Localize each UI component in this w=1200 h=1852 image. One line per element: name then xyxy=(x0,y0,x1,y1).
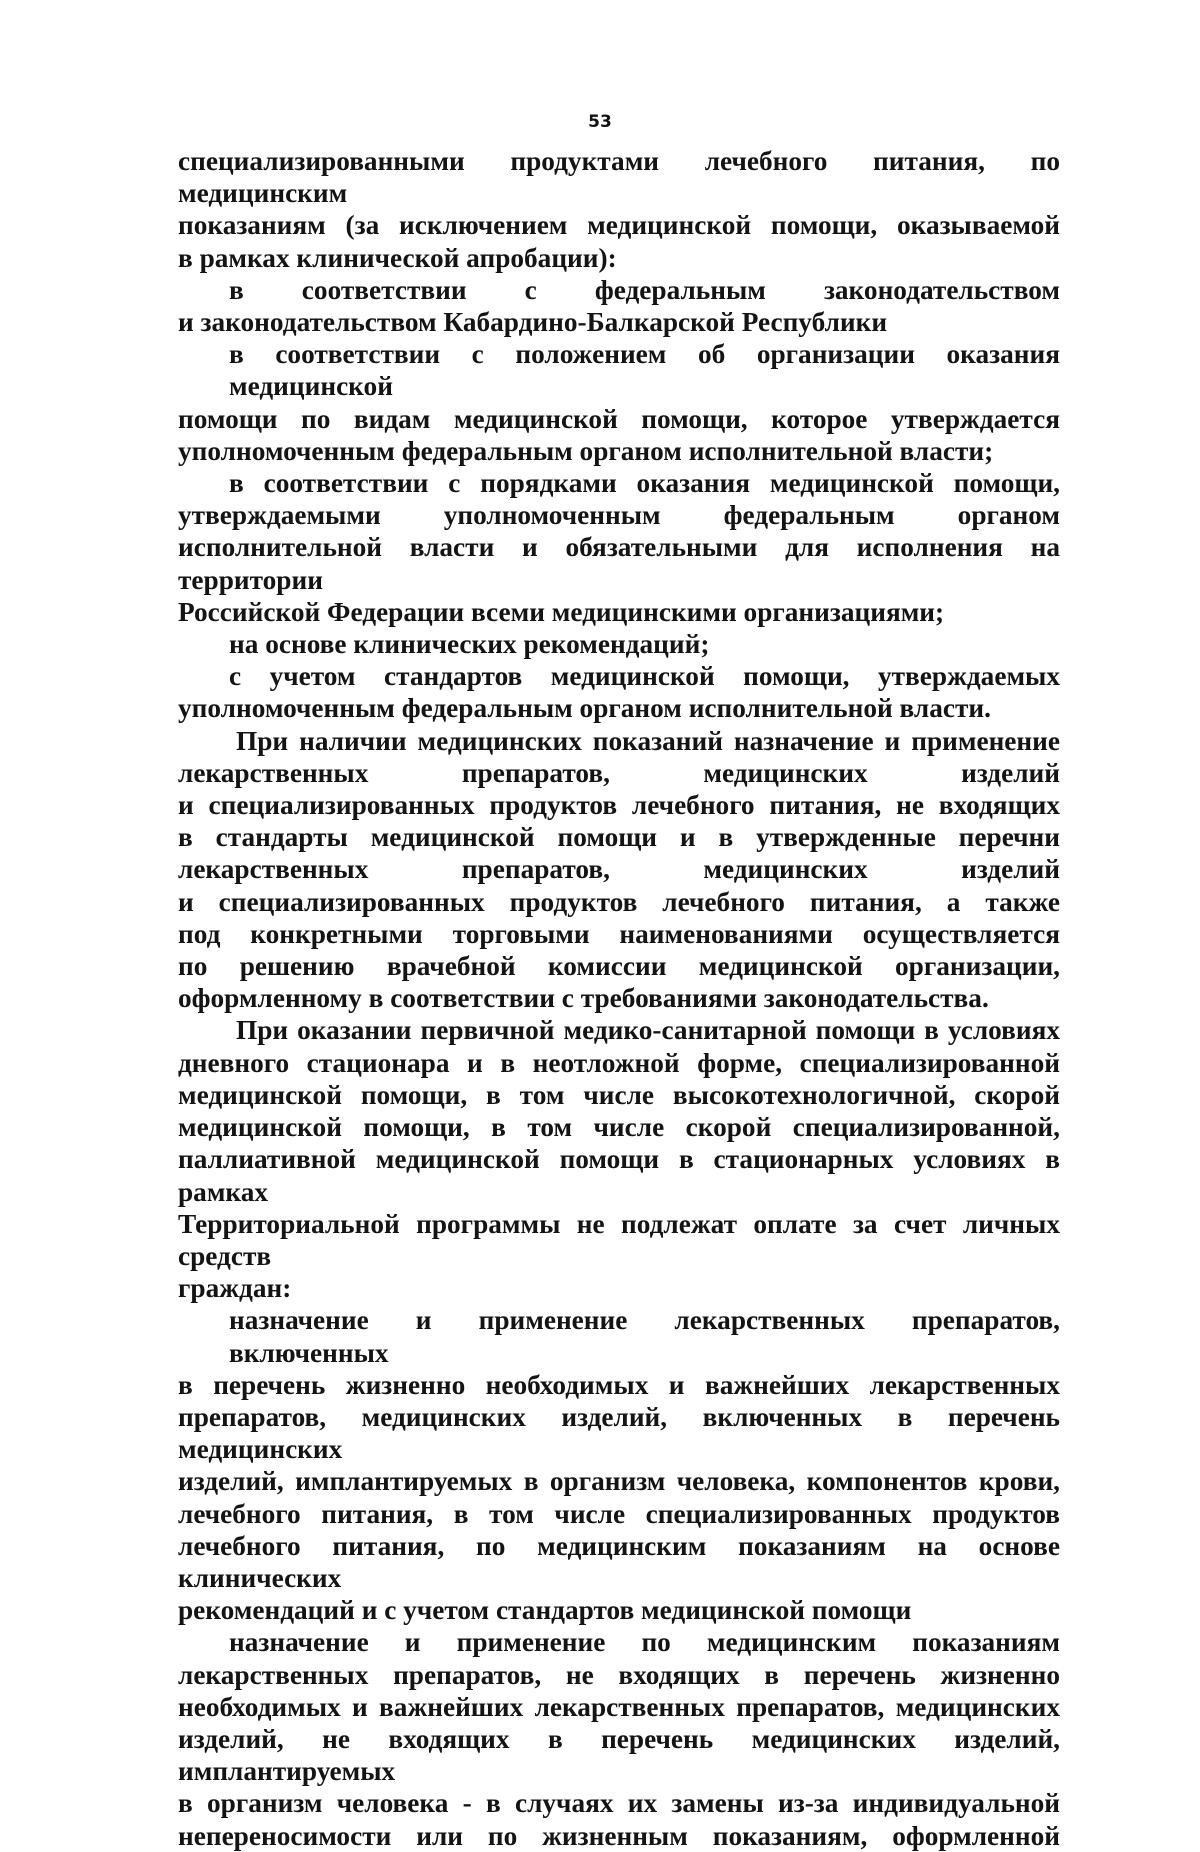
text-line: лекарственных препаратов, медицинских изделий xyxy=(178,757,1060,788)
text-line: рекомендаций и с учетом стандартов медицинской помощи xyxy=(178,1595,912,1626)
text-line: изделий, не входящих в перечень медицинских изделий, имплантируемых xyxy=(178,1723,1060,1787)
paragraph-6 xyxy=(178,660,1060,724)
text-line: лечебного питания, в том числе специализированных продуктов xyxy=(178,1498,1060,1529)
text-line: изделий, имплантируемых в организм человека, компонентов крови, xyxy=(178,1466,1060,1497)
text-line: лекарственных препаратов, медицинских изделий xyxy=(178,854,1060,885)
paragraph-9 xyxy=(178,1304,1060,1626)
text-line: в соответствии с положением об организации оказания медицинской xyxy=(229,339,1060,402)
text-line: назначение и применение лекарственных препаратов, включенных xyxy=(229,1305,1060,1368)
text-line: и законодательством Кабардино-Балкарской Республики xyxy=(178,307,888,338)
text-line: в перечень жизненно необходимых и важнейших лекарственных xyxy=(178,1369,1060,1400)
text-line: в организм человека - в случаях их замены из-за индивидуальной xyxy=(178,1788,1060,1819)
paragraph-8 xyxy=(178,1014,1060,1304)
text-line: на основе клинических рекомендаций; xyxy=(229,629,710,660)
text-line: в стандарты медицинской помощи и в утвержденные перечни xyxy=(178,822,1060,853)
text-line: паллиативной медицинской помощи в стационарных условиях в рамках xyxy=(178,1144,1060,1207)
text-line: помощи по видам медицинской помощи, которое утверждается xyxy=(178,403,1060,434)
text-line: дневного стационара и в неотложной форме, специализированной xyxy=(178,1047,1060,1078)
text-line: лечебного питания, по медицинским показаниям на основе клинических xyxy=(178,1530,1060,1593)
text-line: Российской Федерации всеми медицинскими организациями; xyxy=(178,596,945,627)
text-line: Территориальной программы не подлежат оплате за счет личных средств xyxy=(178,1208,1060,1271)
text-line: граждан: xyxy=(178,1273,292,1304)
text-line: в соответствии с федеральным законодательством xyxy=(229,274,1060,305)
text-line: назначение и применение по медицинским показаниям xyxy=(229,1627,1060,1658)
text-line: При оказании первичной медико-санитарной помощи в условиях xyxy=(236,1015,1060,1046)
text-line: уполномоченным федеральным органом исполнительной власти; xyxy=(178,435,994,466)
text-line: и специализированных продуктов лечебного питания, не входящих xyxy=(178,790,1060,821)
paragraph-4 xyxy=(178,467,1060,628)
document-body xyxy=(178,145,1060,1852)
text-line: непереносимости или по жизненным показаниям, оформленной xyxy=(178,1820,1060,1851)
text-line: и специализированных продуктов лечебного питания, а также xyxy=(178,886,1060,917)
text-line: под конкретными торговыми наименованиями осуществляется xyxy=(178,918,1060,949)
paragraph-7 xyxy=(178,725,1060,1015)
paragraph-1 xyxy=(178,145,1060,274)
text-line: показаниям (за исключением медицинской помощи, оказываемой xyxy=(178,210,1060,241)
text-line: лекарственных препаратов, не входящих в перечень жизненно xyxy=(178,1659,1060,1690)
text-line: медицинской помощи, в том числе высокотехнологичной, скорой xyxy=(178,1079,1060,1110)
text-line: по решению врачебной комиссии медицинской организации, xyxy=(178,951,1060,982)
text-line: оформленному в соответствии с требованиями законодательства. xyxy=(178,983,989,1014)
text-line: уполномоченным федеральным органом исполнительной власти. xyxy=(178,693,991,724)
text-line: в соответствии с порядками оказания медицинской помощи, xyxy=(229,468,1060,499)
paragraph-5 xyxy=(178,628,1060,660)
text-line: исполнительной власти и обязательными для исполнения на территории xyxy=(178,532,1060,595)
paragraph-2 xyxy=(178,274,1060,338)
paragraph-3 xyxy=(178,338,1060,467)
page-number: 53 xyxy=(588,112,612,132)
text-line: необходимых и важнейших лекарственных препаратов, медицинских xyxy=(178,1691,1060,1722)
text-line: в рамках клинической апробации): xyxy=(178,242,617,273)
text-line: препаратов, медицинских изделий, включенных в перечень медицинских xyxy=(178,1401,1060,1465)
text-line: При наличии медицинских показаний назначение и применение xyxy=(236,725,1060,756)
text-line: медицинской помощи, в том числе скорой специализированной, xyxy=(178,1112,1060,1143)
text-line: специализированными продуктами лечебного питания, по медицинским xyxy=(178,146,1060,209)
paragraph-10 xyxy=(178,1626,1060,1851)
text-line: с учетом стандартов медицинской помощи, утверждаемых xyxy=(229,661,1060,692)
text-line: утверждаемыми уполномоченным федеральным органом xyxy=(178,500,1060,531)
